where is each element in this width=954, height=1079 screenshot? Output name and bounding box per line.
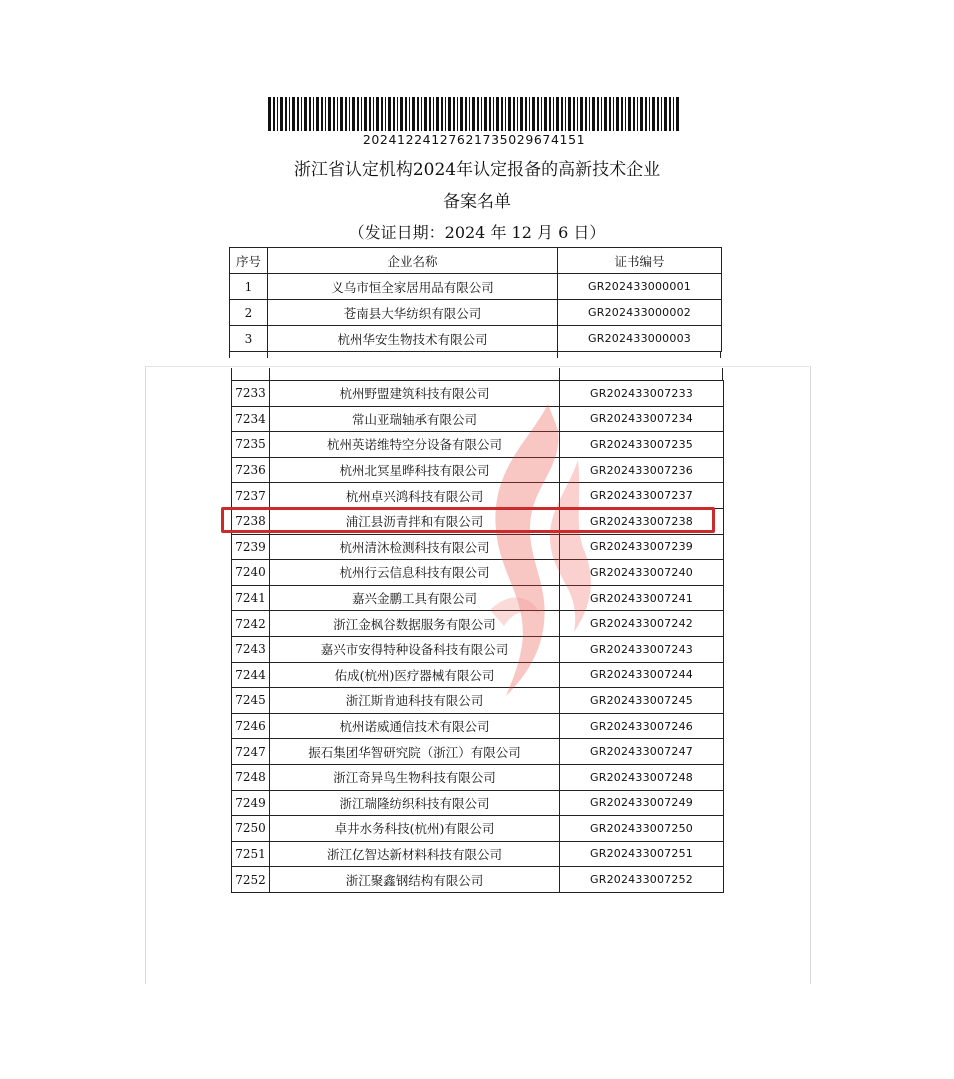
row-seq: 7246 [232,713,270,739]
barcode-bar [496,97,499,131]
barcode-bar [357,97,359,131]
barcode-bar [640,97,643,131]
barcode-bar [481,97,482,131]
bottom-company-table [231,380,724,893]
barcode-bar [477,97,479,131]
barcode-bar [645,97,647,131]
barcode-bar [460,97,463,131]
barcode-bar [553,97,554,131]
row-company-name: 振石集团华智研究院（浙江）有限公司 [270,739,560,765]
row-cert-number: GR202433007252 [560,867,724,893]
barcode-bar [301,97,302,131]
table-row [230,300,722,326]
barcode-bar [393,97,395,131]
table-row [232,534,724,560]
barcode-bar [385,97,386,131]
barcode-bar [541,97,542,131]
table-row [232,816,724,842]
barcode-bar [412,97,415,131]
barcode-bar [649,97,650,131]
barcode-bar [661,97,662,131]
barcode-bar [325,97,326,131]
row-seq: 7245 [232,688,270,714]
table-row [232,585,724,611]
row-company-name: 杭州诺威通信技术有限公司 [270,713,560,739]
barcode-bar [369,97,371,131]
barcode-bar [568,97,571,131]
barcode-bar [628,97,631,131]
row-seq: 7233 [232,381,270,407]
issue-date: （发证日期：2024 年 12 月 6 日） [348,223,606,242]
row-seq: 7247 [232,739,270,765]
table-header-row [230,248,722,274]
row-company-name: 杭州北冥星晔科技有限公司 [270,457,560,483]
row-seq: 7240 [232,560,270,586]
row-cert-number: GR202433007233 [560,381,724,407]
row-seq: 7234 [232,406,270,432]
row-cert-number: GR202433007242 [560,611,724,637]
barcode-bar [333,97,335,131]
barcode-bar [633,97,635,131]
barcode-bar [448,97,451,131]
barcode-bar [421,97,422,131]
barcode-bar [592,97,595,131]
barcode-bar [616,97,619,131]
highlight-box [221,507,715,533]
row-company-name: 杭州行云信息科技有限公司 [270,560,560,586]
table-row [230,274,722,300]
barcode-bar [501,97,503,131]
row-seq: 7252 [232,867,270,893]
row-company-name: 常山亚瑞轴承有限公司 [270,406,560,432]
row-cert-number: GR202433000003 [558,326,722,352]
barcode-bar [337,97,338,131]
barcode-bar [676,97,679,131]
row-seq: 7239 [232,534,270,560]
barcode-bar [388,97,391,131]
row-cert-number: GR202433007234 [560,406,724,432]
row-cert-number: GR202433007236 [560,457,724,483]
barcode-bar [309,97,311,131]
barcode-bar [465,97,467,131]
barcode-bar [621,97,623,131]
row-company-name: 杭州清沐检测科技有限公司 [270,534,560,560]
barcode-bar [573,97,575,131]
barcode-bar [313,97,314,131]
barcode-bar [585,97,587,131]
row-company-name: 佑成(杭州)医疗器械有限公司 [270,662,560,688]
row-cert-number: GR202433007248 [560,764,724,790]
cut-off-row-bottom [231,368,723,380]
barcode-bar [657,97,659,131]
row-seq: 7242 [232,611,270,637]
table-row [232,381,724,407]
barcode-bar [529,97,530,131]
barcode-bar [361,97,362,131]
barcode-bar [537,97,539,131]
row-seq: 7250 [232,816,270,842]
barcode-bar [345,97,347,131]
barcode-bar [513,97,515,131]
barcode-bar [457,97,458,131]
document-title: 浙江省认定机构2024年认定报备的高新技术企业 [293,160,661,180]
barcode-bar [453,97,455,131]
barcode-bar [409,97,410,131]
barcode-bar [625,97,626,131]
barcode-bar [321,97,323,131]
barcode-bar [520,97,523,131]
barcode-bar [549,97,551,131]
row-company-name: 浙江亿智达新材料科技有限公司 [270,841,560,867]
barcode-bar [532,97,535,131]
barcode-bar [577,97,578,131]
barcode-bar [589,97,590,131]
row-seq: 2 [230,300,268,326]
table-row [232,688,724,714]
barcode-bar [580,97,583,131]
barcode-bar [417,97,419,131]
row-company-name: 嘉兴市安得特种设备科技有限公司 [270,636,560,662]
row-cert-number: GR202433007249 [560,790,724,816]
row-company-name: 浙江瑞隆纺织科技有限公司 [270,790,560,816]
barcode-bar [381,97,383,131]
table-row [232,713,724,739]
barcode-bar [613,97,614,131]
row-seq: 7243 [232,636,270,662]
barcode-bar [277,97,278,131]
row-seq: 7241 [232,585,270,611]
barcode-bar [297,97,299,131]
barcode-bar [565,97,566,131]
row-cert-number: GR202433000001 [558,274,722,300]
barcode-bar [328,97,331,131]
barcode-bar [525,97,527,131]
barcode-bar [493,97,494,131]
barcode-bar [669,97,671,131]
page-separator [145,366,809,367]
row-cert-number: GR202433007244 [560,662,724,688]
table-row [232,841,724,867]
row-company-name: 浙江金枫谷数据服务有限公司 [270,611,560,637]
barcode-bar [601,97,602,131]
barcode-bar [316,97,319,131]
barcode-bar [280,97,283,131]
barcode-bar [364,97,367,131]
barcode-bar [373,97,374,131]
row-cert-number: GR202433007245 [560,688,724,714]
row-cert-number: GR202433007250 [560,816,724,842]
table-row [230,326,722,352]
barcode-bar [556,97,559,131]
row-company-name: 杭州卓兴鸿科技有限公司 [270,483,560,509]
barcode-bar [376,97,379,131]
row-seq: 1 [230,274,268,300]
barcode-bar [472,97,475,131]
row-seq: 7248 [232,764,270,790]
barcode-bar [561,97,563,131]
barcode-image [268,97,680,131]
top-company-table [229,247,722,352]
row-seq: 7244 [232,662,270,688]
header-cert: 证书编号 [558,248,722,274]
barcode-bar [544,97,547,131]
row-seq: 7236 [232,457,270,483]
header-seq: 序号 [230,248,268,274]
row-company-name: 杭州英诺维特空分设备有限公司 [270,432,560,458]
table-row [232,611,724,637]
row-cert-number: GR202433007238 [560,508,724,534]
barcode-bar [285,97,287,131]
row-cert-number: GR202433007235 [560,432,724,458]
barcode-bar [352,97,355,131]
barcode-bar [441,97,443,131]
barcode-bar [405,97,407,131]
row-company-name: 杭州华安生物技术有限公司 [268,326,558,352]
barcode-bar [673,97,674,131]
barcode-bar [273,97,275,131]
row-company-name: 浙江聚鑫钢结构有限公司 [270,867,560,893]
barcode-bar [664,97,667,131]
barcode-bar [424,97,427,131]
barcode-bar [340,97,343,131]
table-row [232,662,724,688]
barcode-bar [489,97,491,131]
row-cert-number: GR202433007251 [560,841,724,867]
barcode-bar [433,97,434,131]
row-company-name: 浙江斯肯迪科技有限公司 [270,688,560,714]
barcode-bar [609,97,611,131]
barcode-bar [429,97,431,131]
document-subtitle: 备案名单 [443,192,511,212]
barcode-bar [604,97,607,131]
barcode-bar [304,97,307,131]
row-seq: 7238 [232,508,270,534]
table-row [232,432,724,458]
cut-off-row-top [229,351,721,358]
barcode-bar [508,97,511,131]
row-company-name: 卓井水务科技(杭州)有限公司 [270,816,560,842]
barcode-bar [652,97,655,131]
barcode-bar [505,97,506,131]
table-row [232,483,724,509]
table-row [232,636,724,662]
table-row [232,764,724,790]
row-cert-number: GR202433007241 [560,585,724,611]
row-company-name: 义乌市恒全家居用品有限公司 [268,274,558,300]
row-company-name: 浙江奇异鸟生物科技有限公司 [270,764,560,790]
barcode-bar [349,97,350,131]
row-seq: 3 [230,326,268,352]
row-cert-number: GR202433007239 [560,534,724,560]
row-cert-number: GR202433007246 [560,713,724,739]
table-row [232,790,724,816]
barcode-bar [445,97,446,131]
row-company-name: 杭州野盟建筑科技有限公司 [270,381,560,407]
row-company-name: 嘉兴金鹏工具有限公司 [270,585,560,611]
row-cert-number: GR202433007243 [560,636,724,662]
barcode-bar [469,97,470,131]
row-seq: 7251 [232,841,270,867]
barcode-number: 20241224127621735029674151 [362,132,586,147]
row-cert-number: GR202433007240 [560,560,724,586]
barcode-bar [484,97,487,131]
barcode-bar [597,97,599,131]
header-name: 企业名称 [268,248,558,274]
row-cert-number: GR202433007247 [560,739,724,765]
barcode-bar [268,97,271,131]
barcode-bar [289,97,290,131]
table-row [232,560,724,586]
table-row [232,457,724,483]
barcode-bar [292,97,295,131]
barcode-bar [637,97,638,131]
row-cert-number: GR202433000002 [558,300,722,326]
barcode-bar [436,97,439,131]
row-seq: 7249 [232,790,270,816]
row-company-name: 苍南县大华纺织有限公司 [268,300,558,326]
row-seq: 7237 [232,483,270,509]
barcode-bar [400,97,403,131]
row-seq: 7235 [232,432,270,458]
row-cert-number: GR202433007237 [560,483,724,509]
barcode-bar [397,97,398,131]
table-row [232,406,724,432]
table-row [232,739,724,765]
row-company-name: 浦江县沥青拌和有限公司 [270,508,560,534]
table-row [232,867,724,893]
barcode-bar [517,97,518,131]
